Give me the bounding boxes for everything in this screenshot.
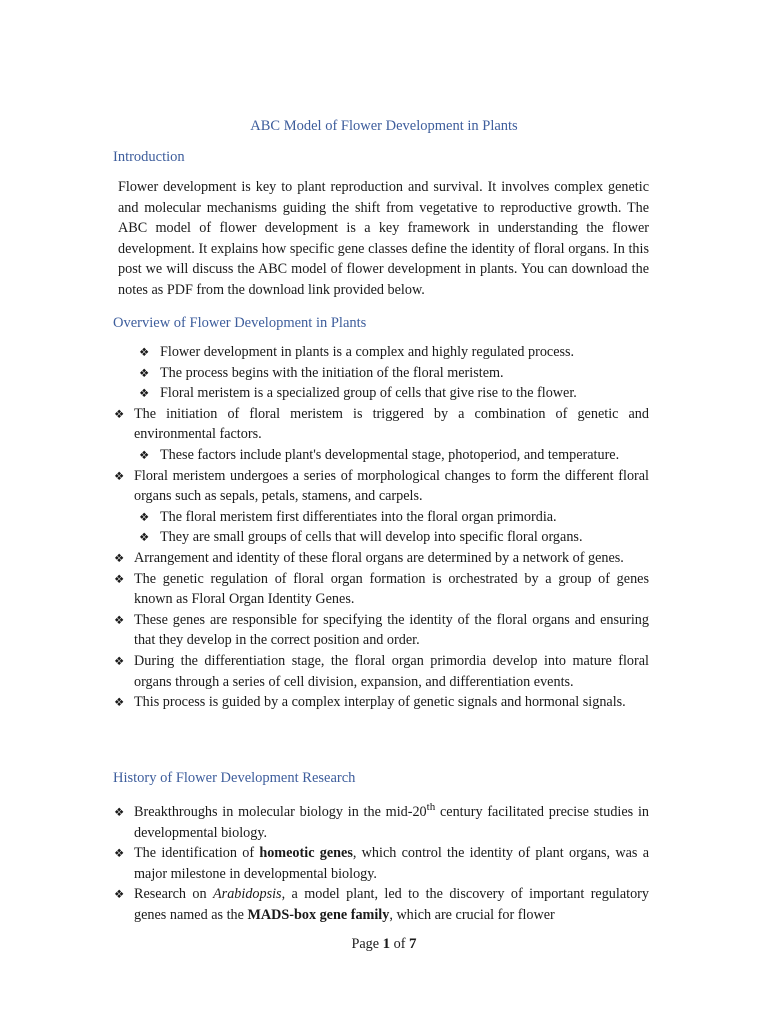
list-item: ❖ Flower development in plants is a complex and highly regulated process. [0, 342, 650, 363]
diamond-bullet-icon: ❖ [114, 887, 125, 902]
document-title: ABC Model of Flower Development in Plants [250, 118, 518, 134]
diamond-bullet-icon: ❖ [114, 695, 125, 710]
list-item: ❖ These factors include plant's developmental stage, photoperiod, and temperature. [0, 445, 650, 466]
list-item: ❖ These genes are responsible for specifying the identity of the floral organs and ensuring that they develop in the correct position and order. [114, 611, 649, 649]
diamond-bullet-icon: ❖ [139, 447, 150, 462]
history-bullet-list [0, 802, 768, 926]
diamond-bullet-icon: ❖ [139, 365, 150, 380]
list-item: ❖ The floral meristem first differentiates into the floral organ primordia. [0, 507, 650, 528]
diamond-bullet-icon: ❖ [114, 406, 125, 421]
page-number-footer: Page 1 of 7 [351, 936, 417, 952]
list-item: ❖ This process is guided by a complex interplay of genetic signals and hormonal signals. [0, 692, 649, 713]
list-item: ❖ Breakthroughs in molecular biology in the mid-20th century facilitated precise studies in developmental biology. [114, 801, 649, 841]
overview-bullet-list [0, 342, 768, 713]
intro-paragraph: Flower development is key to plant reproduction and survival. It involves complex genetic and molecular mechanisms guiding the shift from vegetative to reproductive growth. The ABC model of flower development is a key framework in understanding the flower development. It explains how specific gene classes define the identity of floral organs. In this post we will discuss the ABC model of flower development in plants. You can download the notes as PDF from the download link provided below. [118, 179, 649, 298]
list-item: ❖ During the differentiation stage, the floral organ primordia develop into mature floral organs through a series of cell division, expansion, and differentiation events. [114, 652, 649, 690]
list-item: ❖ The genetic regulation of floral organ formation is orchestrated by a group of genes known as Floral Organ Identity Genes. [114, 570, 649, 608]
diamond-bullet-icon: ❖ [139, 386, 150, 401]
heading-introduction: Introduction [113, 149, 185, 165]
diamond-bullet-icon: ❖ [114, 653, 125, 668]
diamond-bullet-icon: ❖ [114, 805, 125, 819]
list-item: ❖ Arrangement and identity of these floral organs are determined by a network of genes. [0, 548, 649, 569]
diamond-bullet-icon: ❖ [139, 509, 150, 524]
list-item: ❖ Research on Arabidopsis, a model plant, led to the discovery of important regulatory genes named as the MADS-box gene family, which are crucial for flower [114, 886, 649, 923]
diamond-bullet-icon: ❖ [114, 846, 125, 861]
diamond-bullet-icon: ❖ [139, 345, 150, 359]
list-item: ❖ Floral meristem undergoes a series of morphological changes to form the different floral organs such as sepals, petals, stamens, and carpels. [114, 467, 649, 505]
list-item: ❖ The initiation of floral meristem is triggered by a combination of genetic and environmental factors. [114, 405, 649, 443]
list-item: ❖ They are small groups of cells that will develop into specific floral organs. [0, 527, 650, 548]
total-page-count: 7 [409, 936, 417, 952]
list-item: ❖ The process begins with the initiation of the floral meristem. [0, 363, 650, 384]
diamond-bullet-icon: ❖ [114, 468, 125, 483]
diamond-bullet-icon: ❖ [114, 612, 125, 627]
diamond-bullet-icon: ❖ [114, 550, 125, 565]
list-item: ❖ Floral meristem is a specialized group of cells that give rise to the flower. [0, 383, 650, 404]
diamond-bullet-icon: ❖ [139, 530, 150, 545]
heading-overview: Overview of Flower Development in Plants [113, 315, 367, 331]
list-item: ❖ The identification of homeotic genes, which control the identity of plant organs, was a major milestone in developmental biology. [114, 845, 649, 882]
diamond-bullet-icon: ❖ [114, 571, 125, 586]
current-page-number: 1 [382, 936, 391, 952]
heading-history: History of Flower Development Research [113, 770, 356, 786]
